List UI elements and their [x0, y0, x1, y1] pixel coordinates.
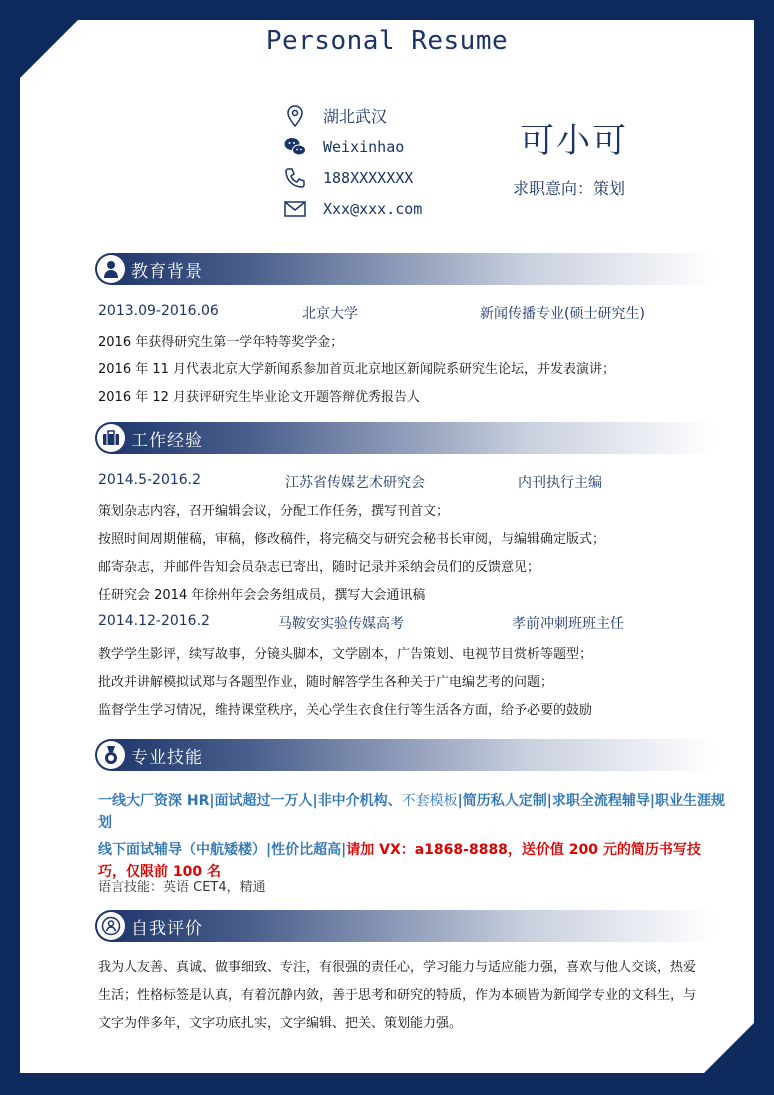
section-header-education [95, 253, 715, 285]
ad-text-highlight: 请加 VX：a1868-8888，送价值 200 元的简历书写技巧，仅限前 100 名 [98, 842, 701, 880]
job-detail: 策划杂志内容，召开编辑会议，分配工作任务，撰写刊首文； [98, 504, 450, 519]
section-header-work [95, 422, 715, 454]
job-role: 内刊执行主编 [518, 475, 602, 491]
medal-icon-wrap [97, 741, 125, 769]
person-icon [101, 916, 121, 936]
job-detail: 邮寄杂志，并邮件告知会员杂志已寄出，随时记录并采纳会员们的反馈意见； [98, 560, 541, 575]
job-detail: 监督学生学习情况，维持课堂秩序，关心学生衣食住行等生活各方面，给予必要的鼓励 [98, 703, 593, 718]
job-period: 2014.12-2016.2 [98, 613, 210, 629]
graduate-icon-wrap [97, 255, 125, 283]
contact-email [283, 193, 422, 224]
job-detail: 批改并讲解模拟试郑与各题型作业，随时解答学生各种关于广电编艺考的问题； [98, 675, 554, 690]
contact-wechat [283, 131, 422, 162]
phone-icon [283, 166, 307, 190]
phone-text: 188XXXXXXX [323, 168, 414, 187]
candidate-name: 可小可 [520, 121, 628, 161]
section-title: 专业技能 [131, 747, 203, 768]
envelope-icon [283, 197, 307, 221]
section-header-self-evaluation [95, 910, 715, 942]
education-detail: 2016 年获得研究生第一学年特等奖学金； [98, 335, 344, 350]
education-period: 2013.09-2016.06 [98, 303, 219, 319]
self-evaluation-text: 我为人友善、真诚、做事细致、专注，有很强的责任心，学习能力与适应能力强，喜欢与他人交谈，热爱生活；性格标签是认真，有着沉静内敛，善于思考和研究的特质，作为本硕皆为新闻学专业的文科生，与文字为伴多年，文字功底扎实，文字编辑、把关、策划能力强。 [98, 960, 697, 1031]
location-text: 湖北武汉 [323, 107, 388, 126]
section-title: 教育背景 [131, 261, 203, 282]
wechat-text: Weixinhao [323, 137, 405, 156]
corner-decoration-bottom-right [704, 1023, 754, 1073]
medal-icon [101, 745, 121, 765]
section-title: 工作经验 [131, 430, 203, 451]
education-school: 北京大学 [302, 306, 358, 322]
section-title: 自我评价 [131, 918, 203, 939]
location-pin-icon [283, 104, 307, 128]
email-text: Xxx@xxx.com [323, 199, 423, 218]
graduate-icon [101, 259, 121, 279]
job-org: 马鞍安实验传媒高考 [278, 616, 404, 632]
job-period: 2014.5-2016.2 [98, 472, 202, 488]
job-detail: 按照时间周期催稿，审稿，修改稿件，将完稿交与研究会秘书长审阅，与编辑确定版式； [98, 532, 606, 547]
skills-ad-line-1 [98, 790, 728, 834]
contact-phone [283, 162, 422, 193]
education-detail: 2016 年 12 月获评研究生毕业论文开题答辩优秀报告人 [98, 390, 421, 405]
resume-title: Personal Resume [265, 26, 509, 56]
job-detail: 任研究会 2014 年徐州年会会务组成员，撰写大会通讯稿 [98, 588, 426, 603]
job-role: 孝前冲刺班班主任 [512, 616, 624, 632]
section-header-skills [95, 739, 715, 771]
ad-text: 线下面试辅导（中航矮楼）|性价比超高| [98, 842, 347, 858]
person-icon-wrap [97, 912, 125, 940]
briefcase-icon [101, 428, 121, 448]
skills-clipped-text: 语言技能：英语 CET4，精通 [98, 880, 266, 895]
briefcase-icon-wrap [97, 424, 125, 452]
education-detail: 2016 年 11 月代表北京大学新闻系参加首页北京地区新闻院系研究生论坛，并发表演讲； [98, 362, 616, 377]
skills-clipped-line [98, 880, 298, 895]
education-major: 新闻传播专业(硕士研究生) [480, 306, 645, 322]
ad-text: 一线大厂资深 HR|面试超过一万人|非中介机构、 [98, 793, 402, 809]
job-detail: 教学学生影评，续写故事，分镜头脚本，文学剧本，广告策划、电视节目赏析等题型； [98, 647, 593, 662]
contact-location [283, 100, 422, 131]
ad-text: |简历私人定制|求职全流程辅导|职业生涯规划 [98, 793, 725, 831]
wechat-icon [283, 135, 307, 159]
job-org: 江苏省传媒艺术研究会 [285, 475, 425, 491]
contact-block [283, 100, 422, 224]
job-intent: 求职意向：策划 [513, 179, 626, 198]
ad-text: 不套模板 [401, 793, 458, 809]
